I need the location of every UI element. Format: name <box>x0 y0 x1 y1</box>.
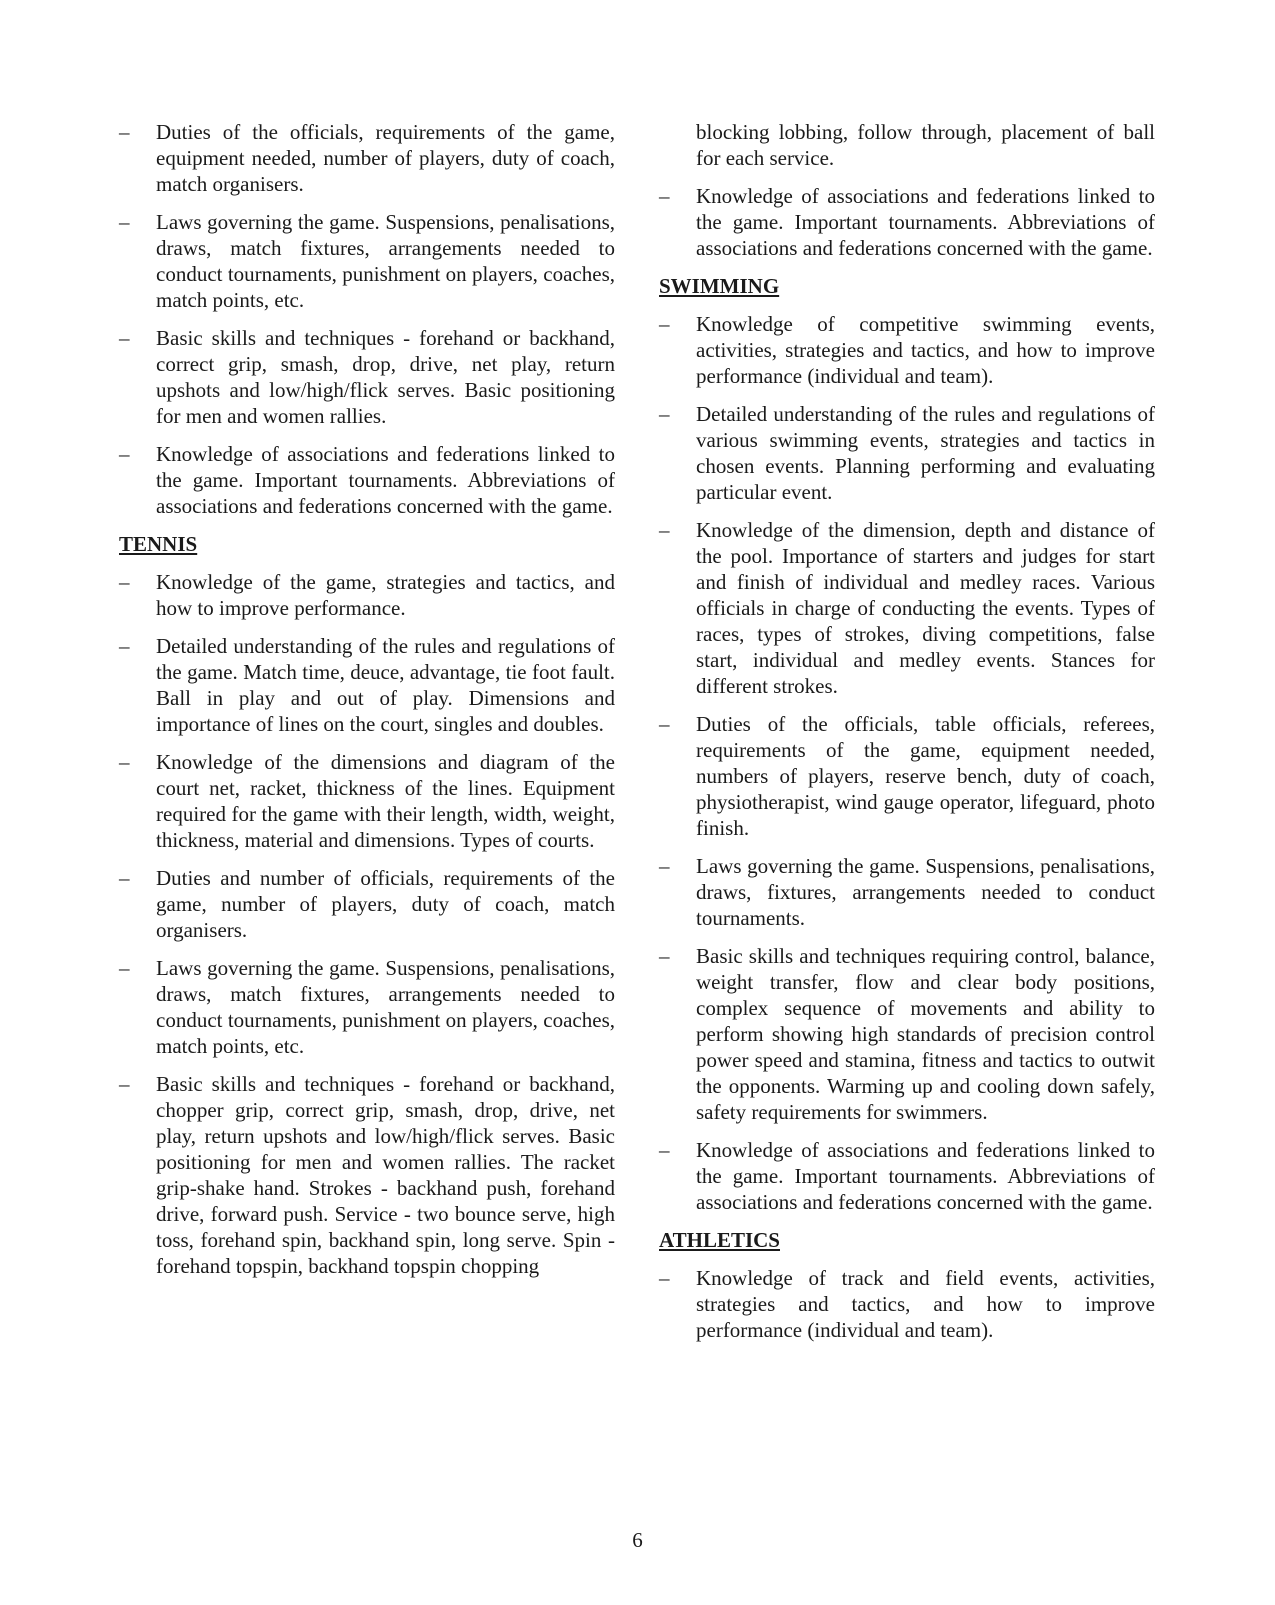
section-heading-athletics: ATHLETICS <box>659 1228 780 1252</box>
list-item-text: Detailed understanding of the rules and regulations of the game. Match time, deuce, advantage, tie foot fault. Ball in play and out of play. Dimensions and importance of lines on the court, singles and doubles. <box>156 634 615 736</box>
list-item <box>659 183 1155 261</box>
list-item <box>119 633 615 737</box>
list-item-text: Basic skills and techniques - forehand or backhand, correct grip, smash, drop, drive, net play, return upshots and low/high/flick serves. Basic positioning for men and women rallies. <box>156 326 615 428</box>
dash-marker: – <box>119 750 130 774</box>
dash-marker: – <box>659 712 670 736</box>
right-column <box>659 119 1155 1355</box>
list-item <box>659 517 1155 699</box>
dash-marker: – <box>119 1072 130 1096</box>
page-number: 6 <box>632 1528 643 1552</box>
list-item <box>119 1071 615 1279</box>
list-item-text: Basic skills and techniques requiring control, balance, weight transfer, flow and clear body positions, complex sequence of movements and ability to perform showing high standards of precision control power speed and stamina, fitness and tactics to outwit the opponents. Warming up and cooling down safely, safety requirements for swimmers. <box>696 944 1155 1124</box>
list-item-text: Duties of the officials, table officials, referees, requirements of the game, equipment needed, numbers of players, reserve bench, duty of coach, physiotherapist, wind gauge operator, lifeguard, photo finish. <box>696 712 1155 840</box>
list-item <box>659 711 1155 841</box>
list-item-text: Basic skills and techniques - forehand or backhand, chopper grip, correct grip, smash, drop, drive, net play, return upshots and low/high/flick serves. Basic positioning for men and women rallies. The racket grip-shake hand. Strokes - backhand push, forehand drive, forward push. Service - two bounce serve, high toss, forehand spin, backhand spin, long serve. Spin - forehand topspin, backhand topspin chopping <box>156 1072 615 1278</box>
list-item-text: Detailed understanding of the rules and regulations of various swimming events, strategies and tactics in chosen events. Planning performing and evaluating particular event. <box>696 402 1155 504</box>
dash-marker: – <box>659 944 670 968</box>
list-item <box>119 749 615 853</box>
dash-marker: – <box>659 854 670 878</box>
dash-marker: – <box>659 184 670 208</box>
left-column <box>119 119 615 1291</box>
list-item <box>659 401 1155 505</box>
dash-marker: – <box>659 312 670 336</box>
list-item <box>119 325 615 429</box>
list-item-text: Duties of the officials, requirements of the game, equipment needed, number of players, duty of coach, match organisers. <box>156 120 615 196</box>
dash-marker: – <box>659 1266 670 1290</box>
list-item-text: Knowledge of associations and federations linked to the game. Important tournaments. Abbreviations of associations and federations concerned with the game. <box>696 184 1155 260</box>
section-heading-swimming: SWIMMING <box>659 274 780 298</box>
list-item <box>659 853 1155 931</box>
dash-marker: – <box>119 956 130 980</box>
dash-marker: – <box>119 570 130 594</box>
list-item-text: Knowledge of associations and federations linked to the game. Important tournaments. Abbreviations of associations and federations concerned with the game. <box>696 1138 1155 1214</box>
list-item-text: Laws governing the game. Suspensions, penalisations, draws, match fixtures, arrangements needed to conduct tournaments, punishment on players, coaches, match points, etc. <box>156 210 615 312</box>
list-item-text: Knowledge of the game, strategies and tactics, and how to improve performance. <box>156 570 615 620</box>
list-item <box>659 1137 1155 1215</box>
dash-marker: – <box>119 326 130 350</box>
dash-marker: – <box>119 866 130 890</box>
list-item-text: Knowledge of associations and federations linked to the game. Important tournaments. Abbreviations of associations and federations concerned with the game. <box>156 442 615 518</box>
dash-marker: – <box>659 518 670 542</box>
dash-marker: – <box>659 1138 670 1162</box>
list-item-text: Laws governing the game. Suspensions, penalisations, draws, fixtures, arrangements needed to conduct tournaments. <box>696 854 1155 930</box>
list-item <box>659 311 1155 389</box>
dash-marker: – <box>119 120 130 144</box>
list-item-text: Laws governing the game. Suspensions, penalisations, draws, match fixtures, arrangements needed to conduct tournaments, punishment on players, coaches, match points, etc. <box>156 956 615 1058</box>
list-item <box>119 441 615 519</box>
list-item-text: Duties and number of officials, requirements of the game, number of players, duty of coach, match organisers. <box>156 866 615 942</box>
dash-marker: – <box>119 210 130 234</box>
section-heading-tennis: TENNIS <box>119 532 198 556</box>
list-item <box>659 943 1155 1125</box>
dash-marker: – <box>659 402 670 426</box>
dash-marker: – <box>119 442 130 466</box>
list-item <box>119 119 615 197</box>
dash-marker: – <box>119 634 130 658</box>
list-item <box>119 955 615 1059</box>
list-item-text: Knowledge of track and field events, activities, strategies and tactics, and how to improve performance (individual and team). <box>696 1266 1155 1342</box>
list-item-text: Knowledge of the dimension, depth and distance of the pool. Importance of starters and judges for start and finish of individual and medley races. Various officials in charge of conducting the events. Types of races, types of strokes, diving competitions, false start, individual and medley events. Stances for different strokes. <box>696 518 1155 698</box>
list-item <box>659 1265 1155 1343</box>
list-item-text: Knowledge of competitive swimming events, activities, strategies and tactics, and how to improve performance (individual and team). <box>696 312 1155 388</box>
list-item-text: Knowledge of the dimensions and diagram of the court net, racket, thickness of the lines. Equipment required for the game with their length, width, weight, thickness, material and dimensions. Types of courts. <box>156 750 615 852</box>
list-item <box>119 569 615 621</box>
list-item <box>119 209 615 313</box>
continued-text: blocking lobbing, follow through, placement of ball for each service. <box>696 120 1155 170</box>
list-item <box>119 865 615 943</box>
